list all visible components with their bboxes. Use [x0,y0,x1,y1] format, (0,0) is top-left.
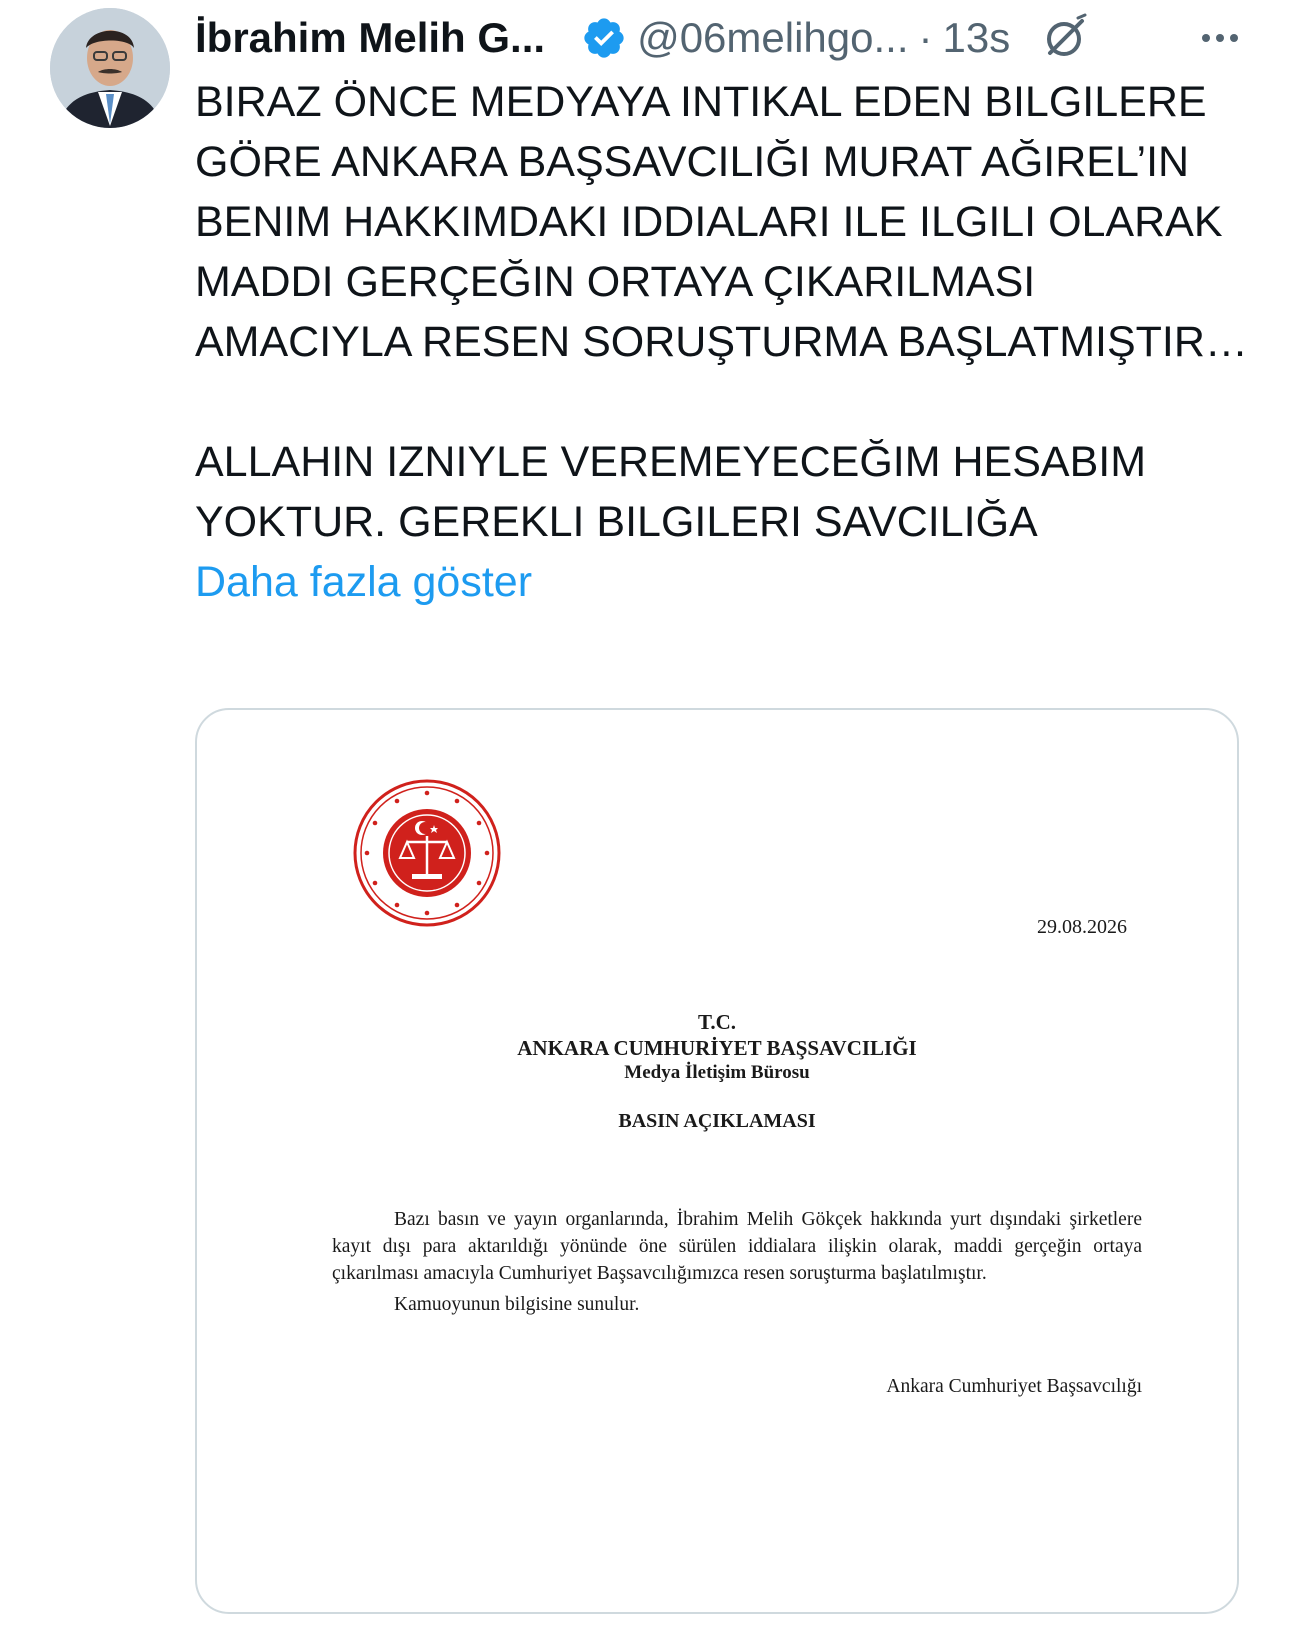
document-closing: Kamuoyunun bilgisine sunulur. [394,1294,640,1315]
grok-icon[interactable] [1040,13,1090,63]
document-bureau: Medya İletişim Bürosu [624,1062,810,1083]
tweet-text-paragraph-1: BIRAZ ÖNCE MEDYAYA INTIKAL EDEN BILGILERE GÖRE ANKARA BAŞSAVCILIĞI MURAT AĞIREL’IN BENIM HAKKIMDAKI IDDIALARI ILE ILGILI OLARAK MADDI GERÇEĞIN ORTAYA ÇIKARILMASI AMACIYLA RESEN SORUŞTURMA BAŞLATMIŞTIR… [195,78,1248,366]
document-tc: T.C. [697,1010,737,1034]
avatar[interactable] [50,8,170,128]
document-title: BASIN AÇIKLAMASI [618,1110,816,1132]
separator-dot: · [918,14,933,61]
author-name[interactable]: İbrahim Melih G... [195,14,546,61]
justice-ministry-seal-icon [352,778,502,928]
profile-photo-icon [50,8,170,128]
author-handle[interactable]: @06melihgo... [637,14,909,61]
tweet-header [195,8,1245,68]
document-office: ANKARA CUMHURİYET BAŞSAVCILIĞI [517,1036,917,1060]
press-release-document [197,710,1237,1612]
document-body: Bazı basın ve yayın organlarında, İbrahim Melih Gökçek hakkında yurt dışındaki şirketlere kayıt dışı para aktarıldığı yönünde öne sürülen iddialara ilişkin olarak, maddi gerçeğin ortaya çıkarılması amacıyla Cumhuriyet Başsavcılığımızca resen soruşturma başlatılmıştır. [332,1209,1142,1284]
more-options-icon[interactable] [1195,13,1245,63]
tweet-timestamp[interactable]: 13s [942,14,1011,61]
show-more-link[interactable]: Daha fazla göster [195,558,533,606]
verified-badge-icon[interactable] [581,15,627,61]
document-signature: Ankara Cumhuriyet Başsavcılığı [886,1376,1142,1397]
tweet-media-image[interactable] [195,708,1239,1614]
tweet-text-paragraph-2: ALLAHIN IZNIYLE VEREMEYECEĞIM HESABIM YOKTUR. GEREKLI BILGILERI SAVCILIĞA [195,438,1147,546]
document-date: 29.08.2026 [1037,916,1127,938]
tweet-text [195,72,1255,612]
